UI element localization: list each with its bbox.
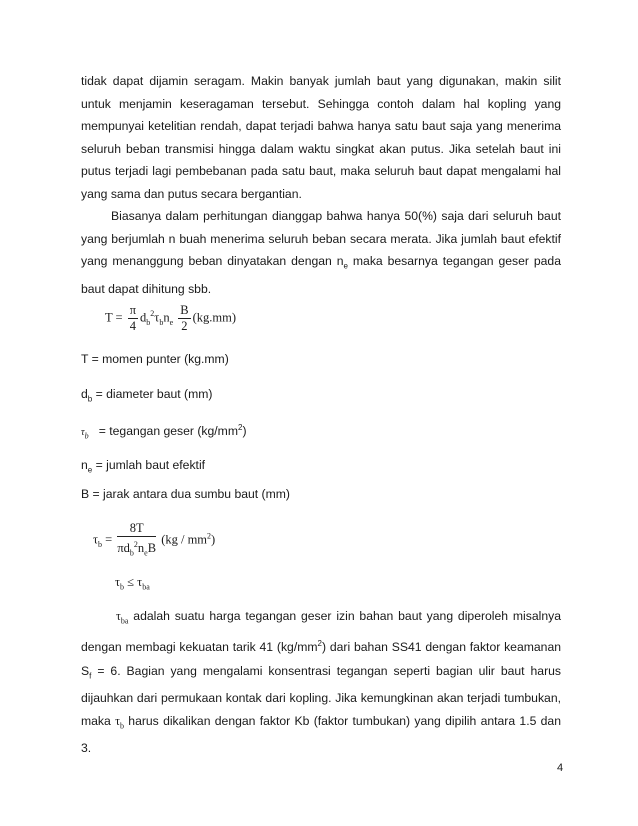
formula-torque: T = $\frac{\pi}{4}$ $d_b^2\tau_bn_e$ $\frac{B}{2}$ (kg.mm) xyxy=(105,303,236,333)
def-T: T = momen punter (kg.mm) xyxy=(81,352,229,366)
formula-shear-stress: $\tau_b$ = $\frac{8T}{\pi d_b^2n_eB}$ $(kg / mm^2)$ xyxy=(93,521,216,558)
page-number: 4 xyxy=(557,762,564,774)
def-B: B = jarak antara dua sumbu baut (mm) xyxy=(81,487,290,501)
formula-inequality: $\tau_b \le \tau_{ba}$ xyxy=(115,575,150,592)
def-tau: $\tau_b$ = tegangan geser $(kg/mm^2)$ xyxy=(81,423,247,441)
def-db: $d_b$ = diameter baut (mm) xyxy=(81,387,213,404)
paragraph-2: Biasanya dalam perhitungan dianggap bahwa hanya 50(%) saja dari seluruh baut yang berjumlah n buah menerima seluruh beban secara merata. Jika jumlah baut efektif yang menanggung beban dinyatakan dengan $n_e$ maka besarnya tegangan geser pada baut dapat dihitung sbb. xyxy=(81,209,561,296)
paragraph-1: tidak dapat dijamin seragam. Makin banyak jumlah baut yang digunakan, makin silit untuk menjamin keseragaman tersebut. Sehingga contoh dalam hal kopling yang mempunyai ketelitian rendah, dapat terjadi bahwa hanya satu baut saja yang menerima seluruh beban transmisi hingga dalam waktu singkat akan putus. Jika setelah baut ini putus terjadi lagi pembebanan pada satu baut, maka seluruh baut dapat mengalami hal yang sama dan putus secara bergantian. xyxy=(81,74,561,201)
def-ne: $n_e$ = jumlah baut efektif xyxy=(81,458,206,475)
paragraph-3: $\tau_{ba}$ adalah suatu harga tegangan geser izin bahan baut yang diperoleh misalnya dengan membagi kekuatan tarik 41 $(kg/mm^2)$ dari bahan SS41 dengan faktor keamanan $S_f = 6$. Bagian yang mengalami konsentrasi tegangan seperti bagian ulir baut harus dijauhkan dari permukaan kontak dari kopling. Jika kemungkinan akan terjadi tumbukan, maka $\tau_b$ harus dikalikan dengan faktor Kb (faktor tumbukan) yang dipilih antara 1.5 dan 3. xyxy=(81,609,562,756)
